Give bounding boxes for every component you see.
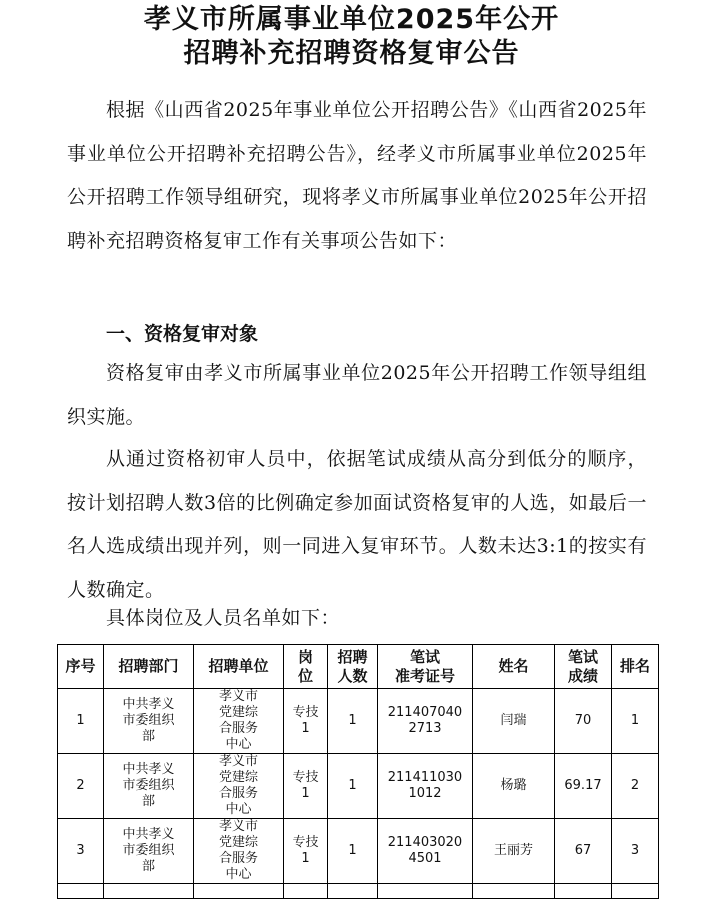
header-exam-id: 笔试 准考证号 — [378, 645, 473, 689]
cell-post: 专技 1 — [284, 689, 328, 754]
cell-rank: 3 — [612, 819, 659, 884]
header-score: 笔试 成绩 — [555, 645, 612, 689]
header-unit: 招聘单位 — [194, 645, 284, 689]
cell-no: 1 — [58, 689, 104, 754]
cell-name: 杨璐 — [473, 754, 555, 819]
cell-name: 闫瑞 — [473, 689, 555, 754]
cell-unit: 孝义市 党建综 合服务 中心 — [194, 689, 284, 754]
cell-count: 1 — [328, 689, 378, 754]
cell-name: 王丽芳 — [473, 819, 555, 884]
cell-unit: 孝义市 党建综 合服务 中心 — [194, 819, 284, 884]
list-intro-paragraph: 具体岗位及人员名单如下： — [106, 607, 341, 629]
candidate-table — [57, 644, 659, 899]
header-name: 姓名 — [473, 645, 555, 689]
cell-score: 69.17 — [555, 754, 612, 819]
cell-score: 67 — [555, 819, 612, 884]
cell-count: 1 — [328, 754, 378, 819]
header-rank: 排名 — [612, 645, 659, 689]
header-post: 岗 位 — [284, 645, 328, 689]
table-row-cut-off — [58, 884, 659, 899]
cell-exam-id: 211411030 1012 — [378, 754, 473, 819]
cell-count: 1 — [328, 819, 378, 884]
cell-empty — [378, 884, 473, 899]
cell-no: 3 — [58, 819, 104, 884]
cell-empty — [328, 884, 378, 899]
cell-post: 专技 1 — [284, 754, 328, 819]
cell-score: 70 — [555, 689, 612, 754]
cell-exam-id: 211403020 4501 — [378, 819, 473, 884]
cell-rank: 2 — [612, 754, 659, 819]
cell-exam-id: 211407040 2713 — [378, 689, 473, 754]
header-no: 序号 — [58, 645, 104, 689]
cell-dept: 中共孝义 市委组织 部 — [104, 689, 194, 754]
document-title-line-2: 招聘补充招聘资格复审公告 — [183, 38, 520, 69]
cell-empty — [104, 884, 194, 899]
header-dept: 招聘部门 — [104, 645, 194, 689]
cell-no: 2 — [58, 754, 104, 819]
cell-empty — [555, 884, 612, 899]
selection-rule-paragraph: 从通过资格初审人员中，依据笔试成绩从高分到低分的顺序，按计划招聘人数3倍的比例确定参加面试资格复审的人选，如最后一名人选成绩出现并列，则一同进入复审环节。人数未达3:1的按实有人数确定。 — [67, 448, 647, 601]
table-row — [58, 819, 659, 884]
cell-post: 专技 1 — [284, 819, 328, 884]
cell-unit: 孝义市 党建综 合服务 中心 — [194, 754, 284, 819]
intro-paragraph: 根据《山西省2025年事业单位公开招聘公告》《山西省2025年事业单位公开招聘补充招聘公告》，经孝义市所属事业单位2025年公开招聘工作领导组研究，现将孝义市所属事业单位2025年公开招聘补充招聘资格复审工作有关事项公告如下： — [67, 99, 647, 252]
cell-dept: 中共孝义 市委组织 部 — [104, 754, 194, 819]
header-count: 招聘 人数 — [328, 645, 378, 689]
organizer-paragraph: 资格复审由孝义市所属事业单位2025年公开招聘工作领导组组织实施。 — [67, 362, 647, 428]
cell-empty — [612, 884, 659, 899]
table-header-row — [58, 645, 659, 689]
cell-dept: 中共孝义 市委组织 部 — [104, 819, 194, 884]
document-title-line-1: 孝义市所属事业单位2025年公开 — [143, 4, 560, 35]
cell-empty — [58, 884, 104, 899]
cell-rank: 1 — [612, 689, 659, 754]
cell-empty — [194, 884, 284, 899]
cell-empty — [473, 884, 555, 899]
cell-empty — [284, 884, 328, 899]
table-row — [58, 689, 659, 754]
table-row — [58, 754, 659, 819]
section-heading-review-targets: 一、资格复审对象 — [106, 323, 259, 345]
